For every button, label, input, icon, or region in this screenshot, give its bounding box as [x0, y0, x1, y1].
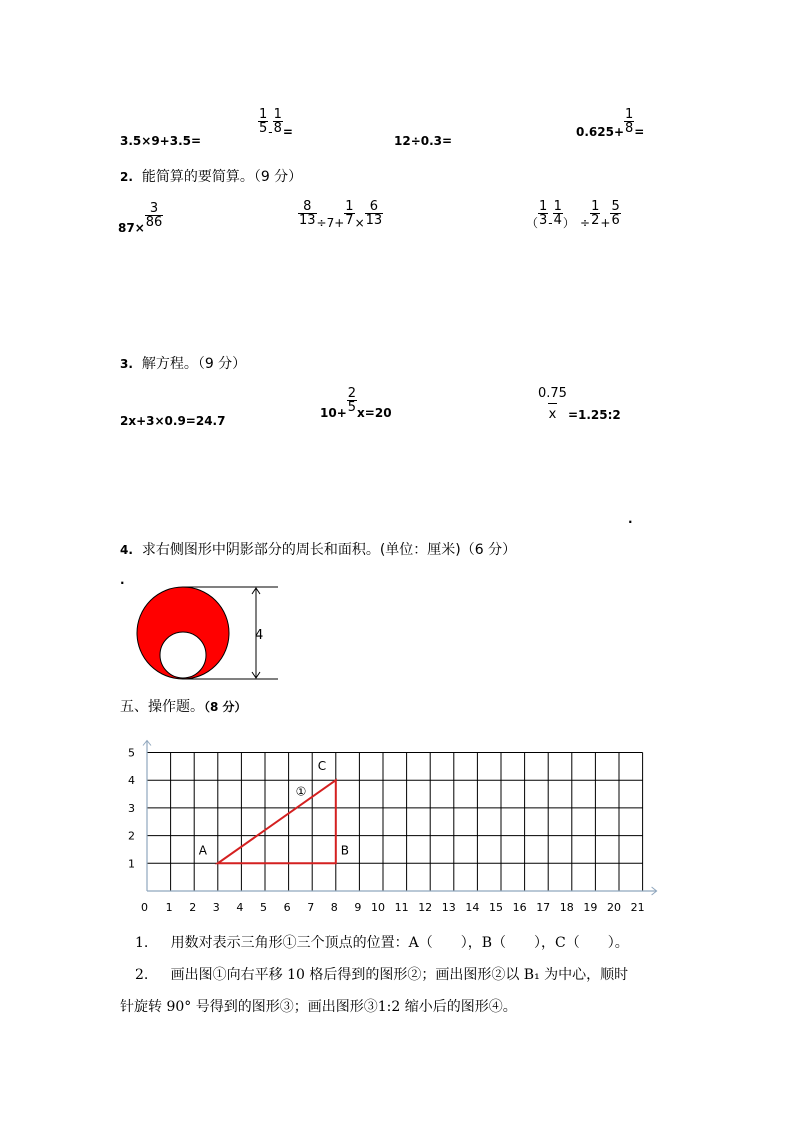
- calc-expression-1: 3.5×9+3.5=: [120, 134, 202, 148]
- triangle-1: [218, 780, 336, 863]
- x-tick-label: 0: [141, 901, 148, 914]
- numerator: 6: [369, 199, 379, 214]
- numerator: 1: [259, 107, 268, 122]
- fraction: [365, 200, 384, 227]
- fraction: [344, 200, 354, 227]
- x-tick-label: 20: [607, 901, 621, 914]
- denominator: 2: [591, 213, 600, 228]
- stray-dot: .: [628, 512, 633, 526]
- minus-sign: -: [268, 125, 273, 139]
- denominator: 7: [345, 213, 354, 228]
- y-tick-label: 2: [128, 829, 135, 843]
- calc-expression-4: [576, 107, 645, 139]
- equation-3: [537, 387, 621, 421]
- fraction: [273, 108, 283, 135]
- denominator: 13: [299, 213, 316, 228]
- task-2-continued: 针旋转 90° 号得到的图形③；画出图形③1:2 缩小后的图形④。: [120, 999, 517, 1015]
- numerator: 3: [149, 201, 159, 216]
- x-tick-label: 17: [536, 901, 551, 914]
- x-tick-label: 6: [283, 901, 291, 914]
- x-tick-label: 21: [630, 901, 645, 914]
- denominator: 8: [625, 121, 634, 136]
- paren-open: （: [526, 216, 539, 230]
- fraction: [347, 387, 357, 414]
- vertex-label-a: A: [198, 843, 208, 858]
- section-score: （8 分）: [204, 700, 247, 714]
- section-5-heading: [120, 696, 247, 716]
- x-tick-label: 10: [371, 901, 385, 914]
- numerator: 1: [539, 199, 548, 214]
- expr-prefix: 87×: [118, 221, 145, 235]
- x-tick-label: 7: [307, 901, 315, 914]
- numerator: 1: [345, 199, 354, 214]
- shape-label: ①: [295, 784, 307, 799]
- x-tick-label: 14: [465, 901, 480, 914]
- numerator: 1: [553, 199, 562, 214]
- paren-close: ）: [562, 216, 575, 230]
- equals-sign: =: [634, 125, 645, 139]
- denominator: 4: [553, 213, 562, 228]
- x-tick-label: 5: [260, 901, 267, 914]
- stray-dot: .: [120, 573, 125, 587]
- operator: -: [548, 216, 553, 230]
- vertex-label-c: C: [317, 759, 327, 774]
- task-number: 1.: [135, 935, 149, 951]
- x-tick-label: 12: [418, 901, 433, 914]
- section-score: （6 分）: [460, 542, 517, 558]
- x-tick-label: 11: [394, 901, 409, 914]
- expr-suffix: x=20: [357, 406, 392, 420]
- x-tick-label: 8: [330, 901, 338, 914]
- vertex-label-b: B: [340, 843, 350, 858]
- task-1: [135, 928, 629, 958]
- dimension-label: 4: [255, 628, 264, 643]
- fraction: [298, 200, 317, 227]
- circle-figure: [128, 584, 288, 686]
- denominator: x: [548, 403, 558, 421]
- section-number: 4.: [120, 543, 133, 557]
- operator: ×: [354, 216, 365, 230]
- x-tick-label: 1: [165, 901, 173, 914]
- equals-sign: =: [282, 125, 293, 139]
- task-text: 用数对表示三角形①三个顶点的位置：A（ ），B（ ），C（ ）。: [170, 935, 629, 951]
- denominator: 6: [611, 213, 620, 228]
- x-tick-label: 18: [559, 901, 574, 914]
- x-tick-label: 3: [212, 901, 220, 914]
- x-tick-label: 19: [583, 901, 598, 914]
- fraction: [553, 200, 563, 227]
- section-3-heading: [120, 353, 246, 373]
- numerator: 1: [273, 107, 282, 122]
- section-4-heading: [120, 539, 516, 559]
- y-tick-label: 4: [128, 774, 135, 788]
- fraction: [258, 108, 268, 135]
- denominator: 5: [259, 121, 268, 136]
- fraction: [537, 387, 568, 421]
- denominator: 5: [347, 400, 357, 415]
- section-title: 能简算的要简算。: [141, 169, 254, 185]
- fraction: [538, 200, 548, 227]
- section-title: 求右侧图形中阴影部分的周长和面积。(单位：厘米): [141, 542, 461, 558]
- simplify-expression-2: [298, 199, 383, 230]
- denominator: 8: [273, 121, 282, 136]
- simplify-expression-3: [526, 199, 621, 230]
- task-2: [135, 960, 628, 990]
- y-tick-label: 5: [128, 746, 135, 760]
- expr-suffix: =1.25:2: [567, 407, 621, 422]
- fraction: [610, 200, 620, 227]
- numerator: 0.75: [538, 386, 567, 401]
- small-circle: [160, 632, 206, 678]
- equation-1: 2x+3×0.9=24.7: [120, 414, 226, 428]
- x-tick-label: 9: [354, 901, 362, 914]
- section-score: （9 分）: [197, 356, 247, 372]
- calc-expression-3: 12÷0.3=: [394, 134, 453, 148]
- numerator: 8: [303, 199, 312, 214]
- x-tick-label: 4: [236, 901, 244, 914]
- fraction: [590, 200, 600, 227]
- calc-expression-2: [258, 107, 293, 139]
- operator: ÷: [580, 216, 591, 230]
- section-score: （9 分）: [253, 169, 303, 185]
- x-tick-label: 16: [512, 901, 527, 914]
- y-tick-label: 3: [128, 801, 135, 815]
- denominator: 86: [145, 215, 163, 230]
- section-title: 五、操作题。: [120, 699, 204, 715]
- section-2-heading: [120, 166, 302, 186]
- x-tick-label: 15: [489, 901, 503, 914]
- operator: +: [600, 216, 611, 230]
- denominator: 3: [539, 213, 548, 228]
- section-number: 2.: [120, 170, 133, 184]
- fraction: [624, 108, 634, 135]
- numerator: 1: [591, 199, 600, 214]
- numerator: 2: [347, 386, 357, 401]
- task-text: 画出图①向右平移 10 格后得到的图形②；画出图形②以 B₁ 为中心，顺时: [170, 967, 629, 983]
- y-tick-label: 1: [128, 857, 135, 871]
- denominator: 13: [365, 213, 383, 228]
- equation-2: [320, 386, 392, 420]
- numerator: 5: [611, 199, 620, 214]
- expr-prefix: 10+: [320, 406, 347, 420]
- fraction: [145, 202, 164, 229]
- operator: ÷7+: [316, 216, 345, 230]
- section-number: 3.: [120, 357, 133, 371]
- simplify-expression-1: [118, 201, 163, 235]
- coordinate-grid: [120, 732, 670, 917]
- section-title: 解方程。: [141, 356, 198, 372]
- x-tick-label: 13: [441, 901, 456, 914]
- task-number: 2.: [135, 967, 149, 983]
- numerator: 1: [625, 107, 634, 122]
- expr-prefix: 0.625+: [576, 125, 625, 139]
- x-tick-label: 2: [189, 901, 197, 914]
